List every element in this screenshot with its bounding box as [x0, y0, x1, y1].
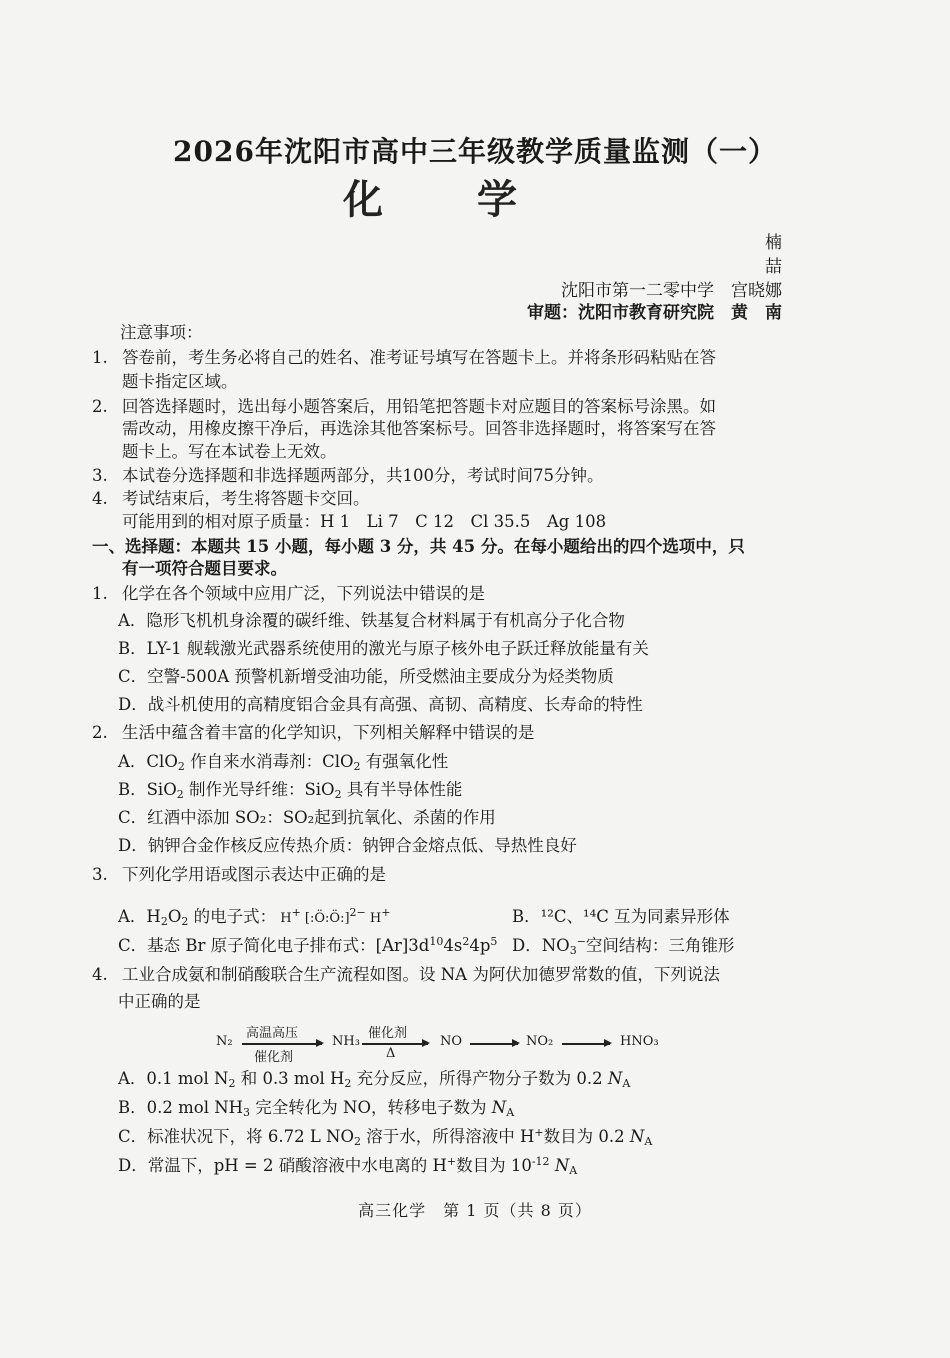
page-footer: 高三化学 第 1 页（共 8 页）: [358, 1201, 592, 1220]
question-4-stem-cont: 中正确的是: [118, 992, 201, 1011]
notice-text: 本试卷分选择题和非选择题两部分，共100分，考试时间75分钟。: [122, 466, 604, 485]
notice-heading: 注意事项：: [120, 323, 203, 342]
q4-option-d: D．常温下，pH = 2 硝酸溶液中水电离的 H+数目为 $10^{-12}$ $N_A$: [118, 1155, 578, 1177]
notice-item-2: [92, 396, 716, 418]
q4-option-a: A．0.1 mol $N_2$ 和 0.3 mol $H_2$ 充分反应，所得产物分子数为 0.2 $N_A$: [118, 1069, 631, 1090]
notice-item-4: [92, 488, 370, 510]
notice-item-number: 2.: [92, 397, 108, 416]
notice-item-number: 1.: [92, 348, 108, 367]
notice-text: 答卷前，考生务必将自己的姓名、准考证号填写在答题卡上。并将条形码粘贴在答: [122, 348, 716, 367]
q1-option-b: B．LY-1 舰载激光武器系统使用的激光与原子核外电子跃迁释放能量有关: [118, 639, 649, 658]
q2-option-a: A．ClO$_2$ 作自来水消毒剂：ClO$_2$ 有强氧化性: [118, 752, 449, 773]
notice-text: 题卡上。写在本试卷上无效。: [122, 442, 337, 461]
notice-text: 题卡指定区域。: [122, 372, 238, 391]
atomic-masses: 可能用到的相对原子质量：H 1 Li 7 C 12 Cl 35.5 Ag 108: [122, 512, 607, 531]
section-heading-cont: 有一项符合题目要求。: [122, 559, 287, 578]
flow-condition-2-bottom: Δ: [386, 1046, 396, 1061]
question-text: 工业合成氨和制硝酸联合生产流程如图。设 NA 为阿伏加德罗常数的值，下列说法: [122, 965, 720, 984]
notice-text: 回答选择题时，选出每小题答案后，用铅笔把答题卡对应题目的答案标号涂黑。如: [122, 397, 716, 416]
flow-nh3: NH₃: [332, 1034, 360, 1049]
notice-item-3: [92, 465, 604, 487]
q2-option-b: B．SiO$_2$ 制作光导纤维：SiO$_2$ 具有半导体性能: [118, 780, 463, 801]
reviewer-line: 审题：沈阳市教育研究院 黄 南: [527, 303, 782, 323]
author-line-3: 沈阳市第一二零中学 宫晓娜: [561, 281, 782, 301]
notice-item-1: [92, 347, 716, 369]
notice-text: 需改动，用橡皮擦干净后，再选涂其他答案标号。回答非选择题时，将答案写在答: [122, 419, 716, 438]
notice-item-number: 3.: [92, 466, 108, 485]
process-flow-diagram: [216, 1022, 676, 1066]
q4-option-c: C．标准状况下，将 6.72 L $NO_2$ 溶于水，所得溶液中 H+数目为 0.2 $N_A$: [118, 1126, 653, 1148]
q3-option-b: B．¹²C、¹⁴C 互为同素异形体: [512, 907, 730, 926]
flow-arrow-3: [470, 1043, 518, 1045]
question-1-stem: [92, 583, 485, 605]
q1-option-c: C．空警-500A 预警机新增受油功能，所受燃油主要成分为烃类物质: [118, 667, 614, 686]
flow-condition-2-top: 催化剂: [368, 1026, 408, 1041]
question-text: 生活中蕴含着丰富的化学知识，下列相关解释中错误的是: [122, 723, 535, 742]
q3-option-d: D．$NO_3^-$空间结构：三角锥形: [512, 935, 735, 957]
flow-arrow-1: [242, 1043, 322, 1045]
question-text: 化学在各个领域中应用广泛，下列说法中错误的是: [122, 584, 485, 603]
author-line-1: 楠: [765, 233, 782, 253]
question-3-stem: [92, 864, 386, 886]
q2-option-d: D．钠钾合金作核反应传热介质：钠钾合金熔点低、导热性良好: [118, 836, 577, 855]
section-heading: 一、选择题：本题共 15 小题，每小题 3 分，共 45 分。在每小题给出的四个选项中，只: [92, 537, 745, 556]
author-line-2: 喆: [765, 257, 782, 277]
question-number: 1.: [92, 584, 108, 603]
q2-option-c: C．红酒中添加 SO₂：SO₂起到抗氧化、杀菌的作用: [118, 808, 496, 827]
question-number: 4.: [92, 965, 108, 984]
q3-option-a: A．$H_2O_2$ 的电子式： H+ [:Ö:Ö:]$^{2-}$ H+: [118, 906, 391, 928]
flow-no2: NO₂: [526, 1034, 554, 1049]
q4-option-b: B．0.2 mol $NH_3$ 完全转化为 NO，转移电子数为 $N_A$: [118, 1098, 515, 1119]
question-number: 2.: [92, 723, 108, 742]
flow-hno3: HNO₃: [620, 1034, 659, 1049]
q1-option-a: A．隐形飞机机身涂覆的碳纤维、铁基复合材料属于有机高分子化合物: [118, 611, 625, 630]
question-2-stem: [92, 722, 535, 744]
question-4-stem: [92, 964, 720, 986]
flow-arrow-4: [562, 1043, 610, 1045]
question-text: 下列化学用语或图示表达中正确的是: [122, 865, 386, 884]
notice-text: 考试结束后，考生将答题卡交回。: [122, 489, 370, 508]
q1-option-d: D．战斗机使用的高精度铝合金具有高强、高韧、高精度、长寿命的特性: [118, 695, 643, 714]
electron-formula: H+ [:Ö:Ö:]$^{2-}$ H+: [276, 906, 391, 926]
flow-condition-1-top: 高温高压: [246, 1026, 299, 1041]
flow-condition-1-bottom: 催化剂: [254, 1050, 294, 1065]
q3-option-c: C．基态 Br 原子简化电子排布式：$[Ar]3d^{10}4s^24p^5$: [118, 935, 498, 955]
question-number: 3.: [92, 865, 108, 884]
subject-title: 化 学: [343, 176, 557, 223]
flow-n2: N₂: [216, 1034, 233, 1049]
exam-title: 2026年沈阳市高中三年级教学质量监测（一）: [173, 135, 777, 168]
flow-arrow-2: [362, 1043, 428, 1045]
notice-item-number: 4.: [92, 489, 108, 508]
flow-no: NO: [440, 1034, 463, 1049]
